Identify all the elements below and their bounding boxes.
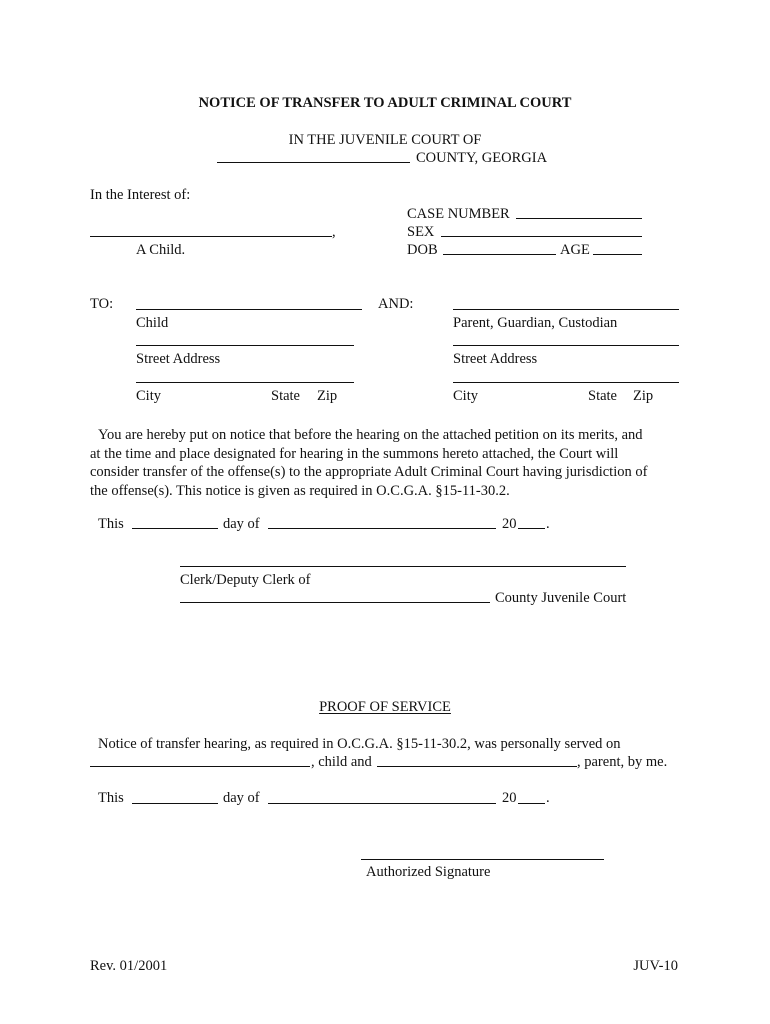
dob-label: DOB: [407, 242, 438, 258]
month-blank-line-2[interactable]: [268, 803, 496, 804]
parent-label: Parent, Guardian, Custodian: [453, 315, 618, 331]
case-number-blank-line[interactable]: [516, 218, 642, 219]
street-right-blank-line[interactable]: [453, 345, 679, 346]
child-label: Child: [136, 315, 169, 331]
this-label: This: [98, 516, 124, 532]
day-of-label: day of: [223, 516, 260, 532]
city-left-blank-line[interactable]: [136, 382, 354, 383]
child-blank-line[interactable]: [136, 309, 362, 310]
city-right-blank-line[interactable]: [453, 382, 679, 383]
case-number-label: CASE NUMBER: [407, 206, 510, 222]
proof-of-service-title: PROOF OF SERVICE: [319, 699, 451, 715]
street-left-blank-line[interactable]: [136, 345, 354, 346]
clerk-label: Clerk/Deputy Clerk of: [180, 572, 311, 588]
authorized-signature-label: Authorized Signature: [366, 864, 491, 880]
revision-label: Rev. 01/2001: [90, 958, 168, 974]
age-blank-line[interactable]: [593, 254, 642, 255]
state-left-label: State: [271, 388, 300, 404]
city-right-label: City: [453, 388, 478, 404]
date-period: .: [546, 516, 550, 532]
year-blank-line-2[interactable]: [518, 803, 545, 804]
sex-label: SEX: [407, 224, 435, 240]
county-georgia-label: COUNTY, GEORGIA: [416, 150, 548, 166]
clerk-county-blank-line[interactable]: [180, 602, 490, 603]
authorized-signature-line[interactable]: [361, 859, 604, 860]
day-blank-line-2[interactable]: [132, 803, 218, 804]
to-label: TO:: [90, 296, 114, 312]
page-title: NOTICE OF TRANSFER TO ADULT CRIMINAL COURT: [198, 95, 572, 111]
county-juvenile-court-label: County Juvenile Court: [495, 590, 627, 606]
day-of-label-2: day of: [223, 790, 260, 806]
day-blank-line[interactable]: [132, 528, 218, 529]
this-label-2: This: [98, 790, 124, 806]
month-blank-line[interactable]: [268, 528, 496, 529]
year-prefix-label: 20: [502, 516, 517, 532]
age-label: AGE: [560, 242, 590, 258]
notice-line-4: the offense(s). This notice is given as required in O.C.G.A. §15-11-30.2.: [90, 482, 510, 499]
state-right-label: State: [588, 388, 617, 404]
street-left-label: Street Address: [136, 351, 221, 367]
served-parent-blank-line[interactable]: [377, 766, 577, 767]
city-left-label: City: [136, 388, 161, 404]
court-heading: IN THE JUVENILE COURT OF: [288, 132, 482, 148]
child-and-label: , child and: [311, 754, 372, 770]
sex-blank-line[interactable]: [441, 236, 642, 237]
date-period-2: .: [546, 790, 550, 806]
child-name-comma: ,: [332, 224, 336, 240]
zip-left-label: Zip: [317, 388, 338, 404]
notice-line-1: You are hereby put on notice that before the hearing on the attached petition on its merits, and: [98, 427, 643, 443]
parent-by-me-label: , parent, by me.: [577, 754, 668, 770]
dob-blank-line[interactable]: [443, 254, 556, 255]
notice-paragraph: [90, 426, 680, 500]
proof-line-1: Notice of transfer hearing, as required in O.C.G.A. §15-11-30.2, was personally served on: [98, 736, 621, 752]
notice-line-2: at the time and place designated for hearing in the summons hereto attached, the Court will: [90, 445, 619, 462]
year-prefix-label-2: 20: [502, 790, 517, 806]
and-label: AND:: [378, 296, 414, 312]
year-blank-line[interactable]: [518, 528, 545, 529]
a-child-label: A Child.: [136, 242, 186, 258]
clerk-signature-line[interactable]: [180, 566, 626, 567]
street-right-label: Street Address: [453, 351, 538, 367]
county-blank-line[interactable]: [217, 162, 410, 163]
notice-line-3: consider transfer of the offense(s) to the appropriate Adult Criminal Court having jurisdiction of: [90, 464, 648, 480]
parent-blank-line[interactable]: [453, 309, 679, 310]
served-child-blank-line[interactable]: [90, 766, 310, 767]
form-number: JUV-10: [633, 958, 678, 974]
zip-right-label: Zip: [633, 388, 654, 404]
interest-of-label: In the Interest of:: [90, 187, 191, 203]
child-name-blank-line[interactable]: [90, 236, 332, 237]
